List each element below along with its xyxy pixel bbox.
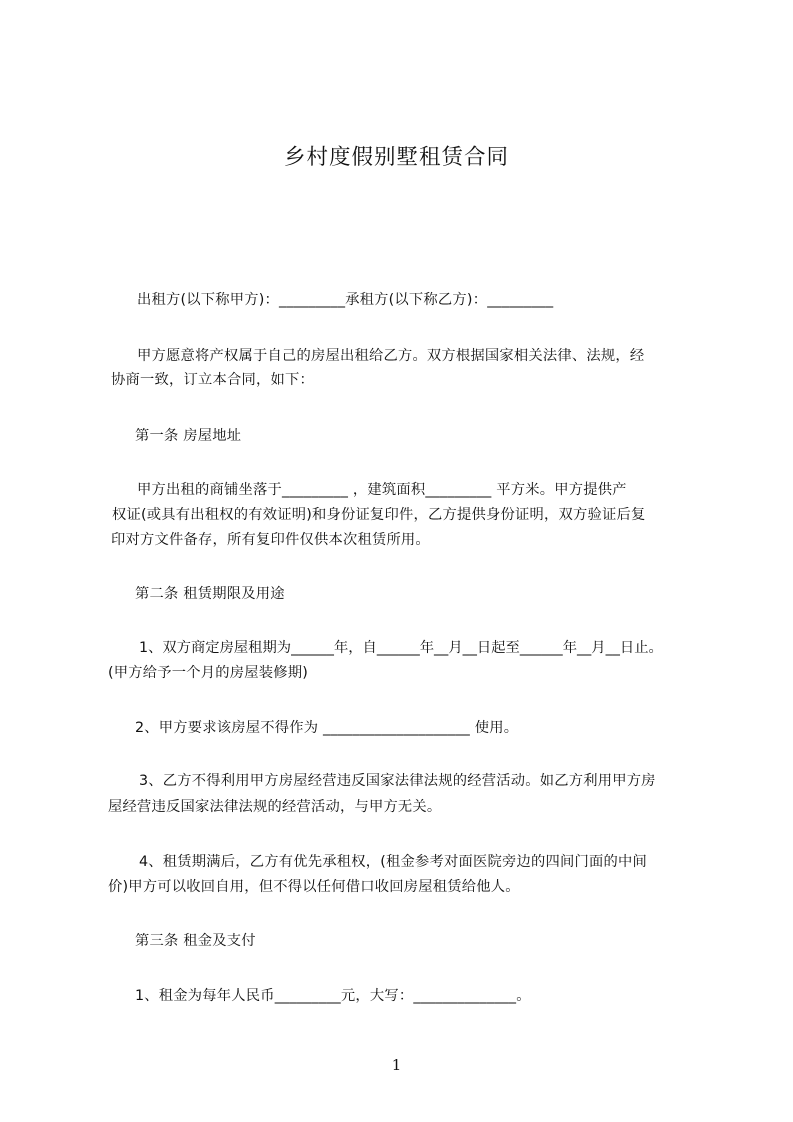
article-2-clause-4-line-2: 价)甲方可以收回自用，但不得以任何借口收回房屋租赁给他人。 <box>108 879 520 895</box>
preamble-line-1: 甲方愿意将产权属于自己的房屋出租给乙方。双方根据国家相关法律、法规，经 <box>137 348 645 364</box>
article-2-clause-1-line-2: (甲方给予一个月的房屋装修期) <box>108 665 309 681</box>
article-2-clause-3-line-1: 3、乙方不得利用甲方房屋经营违反国家法律法规的经营活动。如乙方利用甲方房 <box>139 773 656 789</box>
page-number: 1 <box>391 1056 402 1074</box>
preamble-line-2: 协商一致，订立本合同，如下： <box>111 372 314 388</box>
article-2-clause-4-line-1: 4、租赁期满后，乙方有优先承租权，(租金参考对面医院旁边的四间门面的中间 <box>139 854 647 870</box>
article-2-clause-2: 2、甲方要求该房屋不得作为 ____________________ 使用。 <box>135 720 519 736</box>
article-1-line-1: 甲方出租的商铺坐落于_________ ，建筑面积_________ 平方米。甲方提供产 <box>137 482 627 498</box>
article-3-heading: 第三条 租金及支付 <box>135 933 256 949</box>
article-2-clause-1-line-1: 1、双方商定房屋租期为______年，自______年__月__日起至______年__月__日止。 <box>139 640 663 656</box>
article-1-line-2: 权证(或具有出租权的有效证明)和身份证复印件，乙方提供身份证明，双方验证后复 <box>112 507 646 523</box>
article-2-heading: 第二条 租赁期限及用途 <box>135 586 285 602</box>
article-2-clause-3-line-2: 屋经营违反国家法律法规的经营活动，与甲方无关。 <box>108 799 442 815</box>
article-1-line-3: 印对方文件备存，所有复印件仅供本次租赁所用。 <box>111 532 430 548</box>
article-3-clause-1: 1、租金为每年人民币_________元，大写：______________。 <box>135 988 531 1004</box>
article-1-heading: 第一条 房屋地址 <box>135 428 242 444</box>
document-title: 乡村度假别墅租赁合同 <box>283 145 509 170</box>
parties-line: 出租方(以下称甲方)：_________承租方(以下称乙方)：_________ <box>137 292 554 308</box>
